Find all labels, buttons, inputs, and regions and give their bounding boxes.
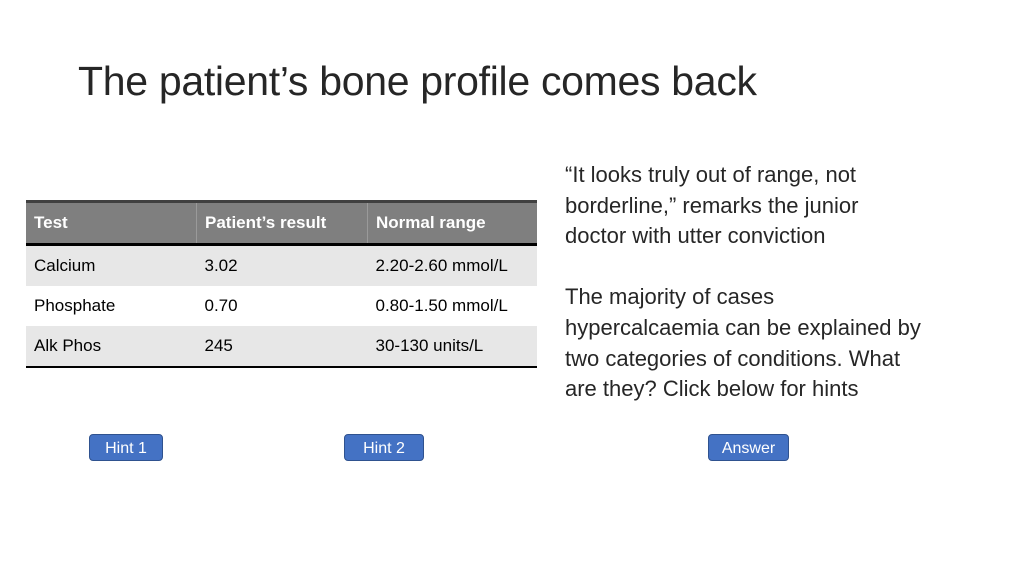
- result-cell: 245: [197, 326, 368, 367]
- test-name-cell: Calcium: [26, 245, 197, 287]
- slide-title: The patient’s bone profile comes back: [78, 58, 757, 104]
- table-header-row: [26, 202, 537, 245]
- range-cell: 2.20-2.60 mmol/L: [368, 245, 538, 287]
- doctor-quote: “It looks truly out of range, not borderline,” remarks the junior doctor with utter conviction: [565, 162, 859, 249]
- test-name-cell: Alk Phos: [26, 326, 197, 367]
- narrative-text: [565, 160, 925, 435]
- answer-button[interactable]: Answer: [708, 434, 789, 461]
- hint-2-button[interactable]: Hint 2: [344, 434, 424, 461]
- range-cell: 30-130 units/L: [368, 326, 538, 367]
- range-cell: 0.80-1.50 mmol/L: [368, 286, 538, 326]
- header-normal-range: Normal range: [368, 202, 538, 245]
- table-row: [26, 286, 537, 326]
- hint-1-button[interactable]: Hint 1: [89, 434, 163, 461]
- result-cell: 0.70: [197, 286, 368, 326]
- question-text: The majority of cases hypercalcaemia can be explained by two categories of conditions. What are they? Click below for hints: [565, 284, 921, 402]
- table-row: [26, 245, 537, 287]
- header-patient-result: Patient’s result: [197, 202, 368, 245]
- bone-profile-table: [26, 200, 537, 368]
- result-cell: 3.02: [197, 245, 368, 287]
- table-row: [26, 326, 537, 367]
- test-name-cell: Phosphate: [26, 286, 197, 326]
- header-test: Test: [26, 202, 197, 245]
